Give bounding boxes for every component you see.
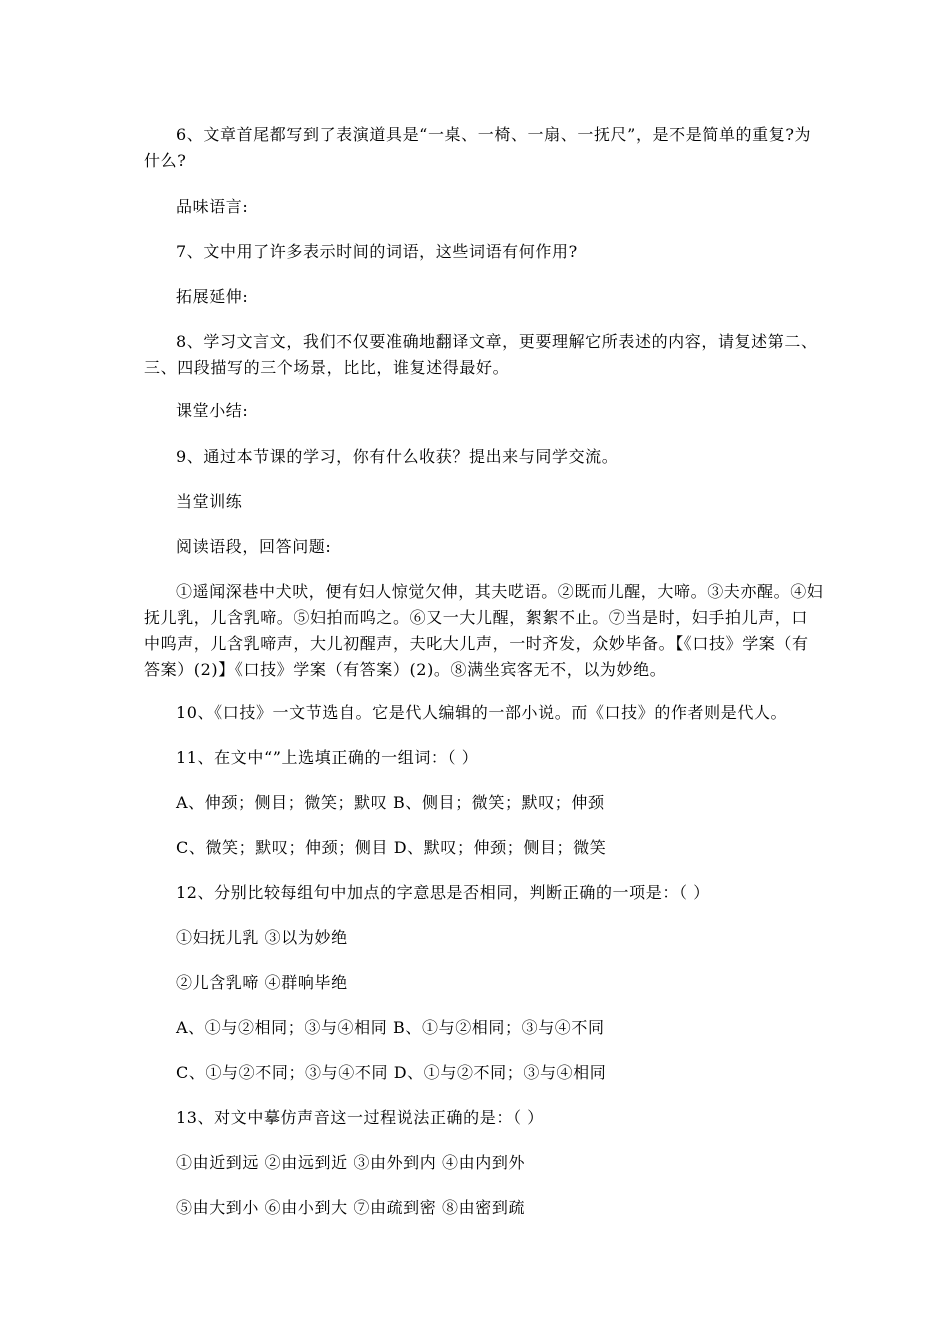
section-heading-language: 品味语言: [176, 197, 249, 216]
question-12-options-cd: C、①与②不同；③与④不同 D、①与②不同；③与④相同 [176, 1063, 607, 1082]
question-13: 13、对文中摹仿声音这一过程说法正确的是：（ ） [176, 1108, 544, 1127]
question-6: 6、文章首尾都写到了表演道具是“一桌、一椅、一扇、一抚尺”，是不是简单的重复?为什么? [144, 125, 812, 170]
question-12: 12、分别比较每组句中加点的字意思是否相同，判断正确的一项是：（ ） [176, 883, 710, 902]
question-12-options-ab: A、①与②相同；③与④相同 B、①与②相同；③与④不同 [176, 1018, 605, 1037]
question-12-group-1: ①妇抚儿乳 ③以为妙绝 [176, 928, 348, 947]
question-9: 9、通过本节课的学习，你有什么收获？提出来与同学交流。 [176, 447, 619, 466]
question-12-group-2: ②儿含乳啼 ④群响毕绝 [176, 973, 348, 992]
question-11-options-cd: C、微笑；默叹；伸颈；侧目 D、默叹；伸颈；侧目；微笑 [176, 838, 607, 857]
question-11: 11、在文中“”上选填正确的一组词：（ ） [176, 748, 479, 767]
question-13-choices-2: ⑤由大到小 ⑥由小到大 ⑦由疏到密 ⑧由密到疏 [176, 1198, 526, 1217]
question-10: 10、《口技》一文节选自。它是代人编辑的一部小说。而《口技》的作者则是代人。 [176, 703, 788, 722]
question-13-choices-1: ①由近到远 ②由远到近 ③由外到内 ④由内到外 [176, 1153, 526, 1172]
question-7: 7、文中用了许多表示时间的词语，这些词语有何作用? [176, 242, 578, 261]
question-8: 8、学习文言文，我们不仅要准确地翻译文章，更要理解它所表述的内容，请复述第二、三、四段描写的三个场景，比比，谁复述得最好。 [144, 332, 818, 377]
section-heading-practice: 当堂训练 [176, 492, 243, 511]
section-heading-summary: 课堂小结: [176, 401, 249, 420]
question-11-options-ab: A、伸颈；侧目；微笑；默叹 B、侧目；微笑；默叹；伸颈 [176, 793, 605, 812]
section-heading-extension: 拓展延伸: [176, 287, 249, 306]
reading-instruction: 阅读语段，回答问题: [176, 537, 332, 556]
reading-passage: ①遥闻深巷中犬吠，便有妇人惊觉欠伸，其夫呓语。②既而儿醒，大啼。③夫亦醒。④妇抚儿乳，儿含乳啼。⑤妇拍而呜之。⑥又一大儿醒，絮絮不止。⑦当是时，妇手拍儿声，口中呜声，儿含乳啼声，大儿初醒声，夫叱大儿声，一时齐发，众妙毕备。【《口技》学案（有答案）(2)】《口技》学案（有答案）(2)。⑧满坐宾客无不，以为妙绝。 [144, 582, 824, 679]
